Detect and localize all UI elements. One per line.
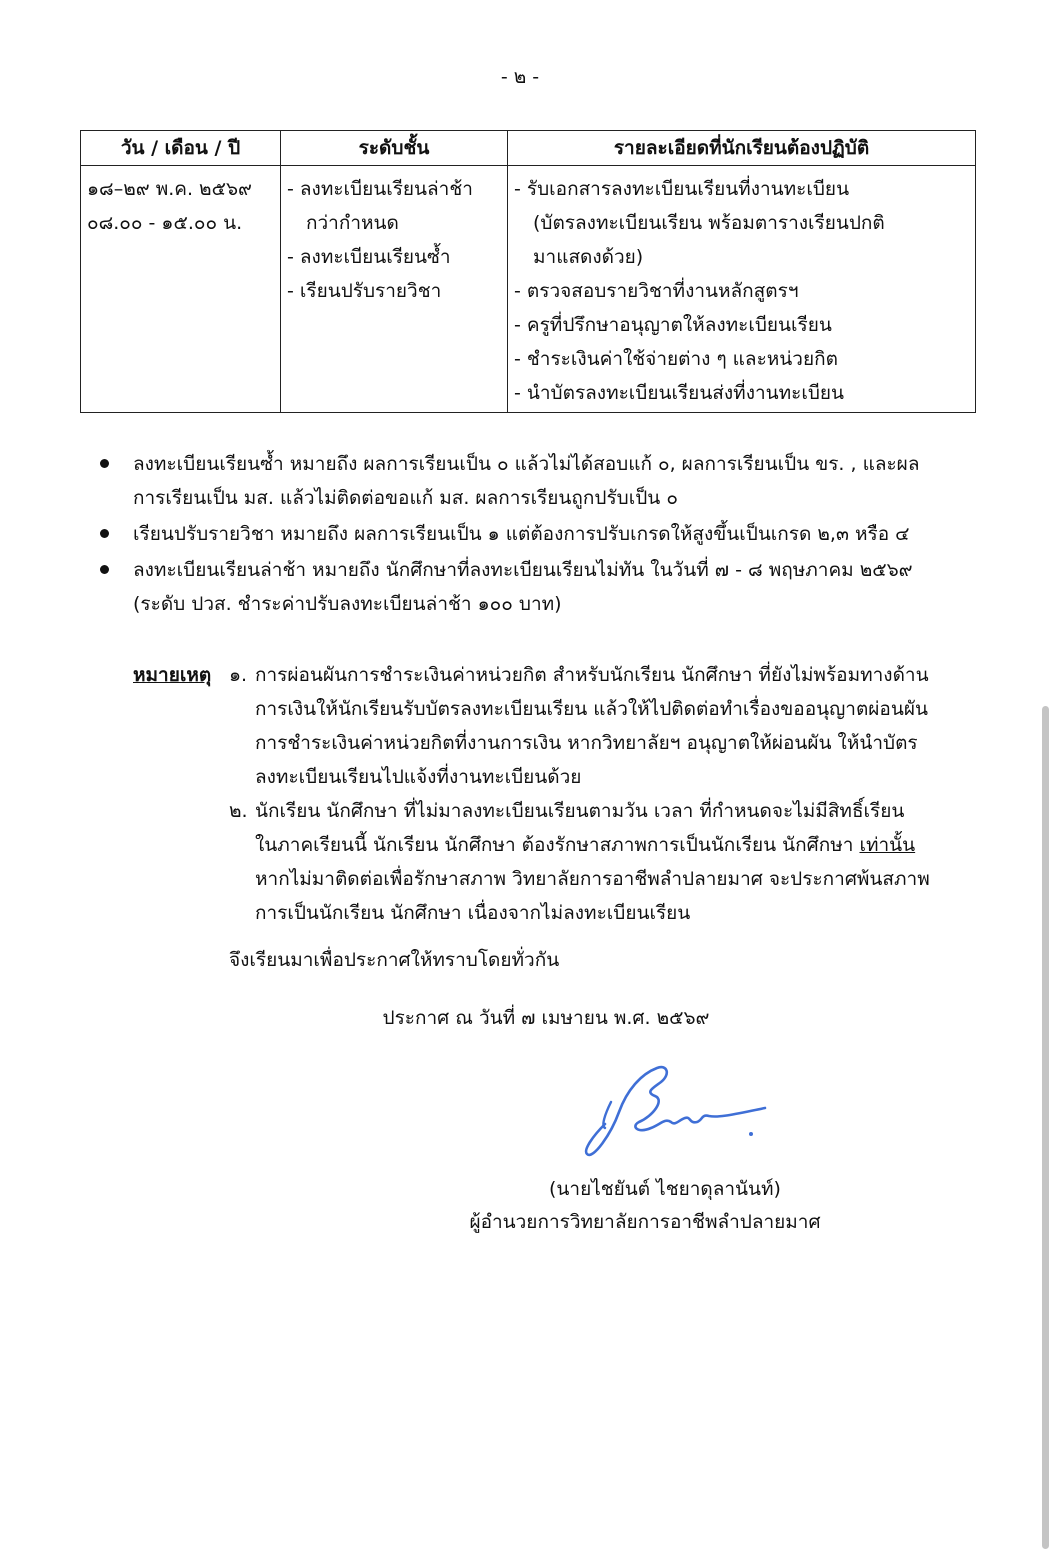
level-line: - ลงทะเบียนเรียนล่าช้า (287, 178, 473, 200)
remarks-section (133, 658, 963, 930)
remark-line: การชำระเงินค่าหน่วยกิตที่งานการเงิน หากวิทยาลัยฯ อนุญาตให้ผ่อนผัน ให้นำบัตร (255, 732, 918, 754)
detail-line: - นำบัตรลงทะเบียนเรียนส่งที่งานทะเบียน (514, 382, 845, 404)
level-line: - เรียนปรับรายวิชา (287, 280, 442, 302)
note-course-improvement (100, 517, 960, 551)
note-line: การเรียนเป็น มส. แล้วไม่ติดต่อขอแก้ มส. ผลการเรียนถูกปรับเป็น ๐ (133, 487, 678, 509)
table-row (81, 166, 976, 413)
detail-line: - รับเอกสารลงทะเบียนเรียนที่งานทะเบียน (514, 178, 850, 200)
remark-item-1 (133, 658, 963, 794)
remark-number: ๑. (229, 664, 248, 686)
definition-notes (100, 447, 960, 623)
remark-line (255, 828, 963, 862)
bullet-icon (100, 459, 109, 468)
header-date: วัน / เดือน / ปี (81, 131, 281, 166)
note-repeat-registration (100, 447, 960, 515)
level-line: กว่ากำหนด (306, 212, 399, 234)
page-number: - ๒ - (500, 66, 540, 88)
remark-number: ๒. (229, 800, 248, 822)
detail-line: (บัตรลงทะเบียนเรียน พร้อมตารางเรียนปกติ (533, 212, 885, 234)
remark-line: หากไม่มาติดต่อเพื่อรักษาสภาพ วิทยาลัยการอาชีพลำปลายมาศ จะประกาศพ้นสภาพ (255, 868, 930, 890)
detail-line: - ตรวจสอบรายวิชาที่งานหลักสูตรฯ (514, 280, 799, 302)
registration-schedule-table (80, 130, 976, 413)
note-line: ลงทะเบียนเรียนซ้ำ หมายถึง ผลการเรียนเป็น ๐ แล้วไม่ได้สอบแก้ ๐, ผลการเรียนเป็น ขร. , และผล (133, 453, 920, 475)
date-cell (81, 166, 281, 413)
detail-line: - ครูที่ปรึกษาอนุญาตให้ลงทะเบียนเรียน (514, 314, 832, 336)
scrollbar-thumb[interactable] (1042, 706, 1049, 1549)
closing-statement: จึงเรียนมาเพื่อประกาศให้ทราบโดยทั่วกัน (229, 949, 560, 971)
time-line: ๐๘.๐๐ - ๑๕.๐๐ น. (87, 212, 243, 234)
remark-line: นักเรียน นักศึกษา ที่ไม่มาลงทะเบียนเรียนตามวัน เวลา ที่กำหนดจะไม่มีสิทธิ์เรียน (255, 800, 905, 822)
note-line: เรียนปรับรายวิชา หมายถึง ผลการเรียนเป็น ๑ แต่ต้องการปรับเกรดให้สูงขึ้นเป็นเกรด ๒,๓ หรือ ๔ (133, 523, 910, 545)
note-line: (ระดับ ปวส. ชำระค่าปรับลงทะเบียนล่าช้า ๑๐๐ บาท) (133, 593, 562, 615)
remark-line: การผ่อนผันการชำระเงินค่าหน่วยกิต สำหรับนักเรียน นักศึกษา ที่ยังไม่พร้อมทางด้าน (255, 664, 929, 686)
level-cell (281, 166, 508, 413)
remarks-heading: หมายเหตุ (133, 664, 212, 686)
signer-name: (นายไชยันต์ ไชยาดุลานันท์) (549, 1178, 781, 1200)
underlined-emphasis: เท่านั้น (859, 834, 916, 856)
handwritten-signature (575, 1062, 780, 1162)
detail-line: - ชำระเงินค่าใช้จ่ายต่าง ๆ และหน่วยกิต (514, 348, 838, 370)
detail-line: มาแสดงด้วย) (533, 246, 644, 268)
note-line: ลงทะเบียนเรียนล่าช้า หมายถึง นักศึกษาที่ลงทะเบียนเรียนไม่ทัน ในวันที่ ๗ - ๘ พฤษภาคม ๒๕๖๙ (133, 559, 913, 581)
remark-text: ในภาคเรียนนี้ นักเรียน นักศึกษา ต้องรักษาสภาพการเป็นนักเรียน นักศึกษา (255, 834, 860, 856)
issue-date: ประกาศ ณ วันที่ ๗ เมษายน พ.ศ. ๒๕๖๙ (382, 1007, 710, 1029)
bullet-icon (100, 565, 109, 574)
details-cell (508, 166, 976, 413)
remark-item-2 (133, 794, 963, 930)
remark-line: การเงินให้นักเรียนรับบัตรลงทะเบียนเรียน แล้วให้ไปติดต่อทำเรื่องขออนุญาตผ่อนผัน (255, 698, 928, 720)
remark-line: การเป็นนักเรียน นักศึกษา เนื่องจากไม่ลงทะเบียนเรียน (255, 902, 691, 924)
bullet-icon (100, 529, 109, 538)
table-header-row (81, 131, 976, 166)
date-line: ๑๘–๒๙ พ.ค. ๒๕๖๙ (87, 178, 252, 200)
header-details: รายละเอียดที่นักเรียนต้องปฏิบัติ (508, 131, 976, 166)
signer-title: ผู้อำนวยการวิทยาลัยการอาชีพลำปลายมาศ (469, 1211, 821, 1233)
header-level: ระดับชั้น (281, 131, 508, 166)
level-line: - ลงทะเบียนเรียนซ้ำ (287, 246, 451, 268)
remark-line: ลงทะเบียนเรียนไปแจ้งที่งานทะเบียนด้วย (255, 766, 582, 788)
note-late-registration (100, 553, 960, 621)
